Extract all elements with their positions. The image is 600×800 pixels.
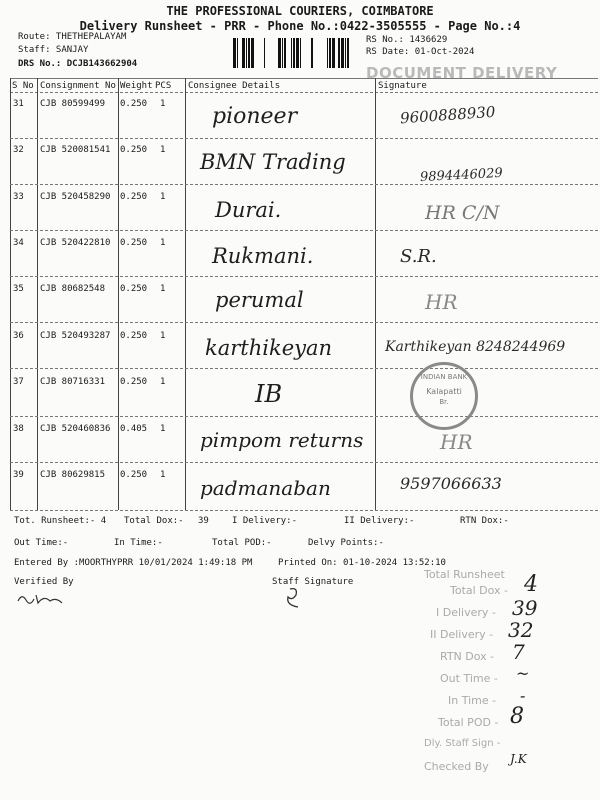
col-header-weight: Weight — [120, 81, 153, 91]
row-consignee-handwritten: BMN Trading — [200, 150, 346, 174]
row-pcs: 1 — [160, 424, 166, 434]
barcode-bar — [282, 38, 283, 68]
barcode-image — [232, 38, 360, 68]
row-pcs: 1 — [160, 192, 166, 202]
row-weight: 0.250 — [120, 331, 148, 341]
summary-staff-sign-label: Dly. Staff Sign - — [424, 738, 501, 749]
summary-total-dox-label: Total Dox - — [450, 584, 509, 597]
row-consignee-handwritten: pioneer — [212, 104, 298, 129]
row-consignment-no: CJB 80599499 — [40, 99, 106, 109]
summary-total-pod-label: Total POD - — [438, 716, 499, 729]
row-signature-handwritten: 9597066633 — [400, 474, 502, 493]
summary-in-time-value: - — [520, 686, 526, 705]
row-consignee-handwritten: perumal — [215, 288, 304, 312]
company-title: THE PROFESSIONAL COURIERS, COIMBATORE — [166, 4, 434, 18]
barcode-bar — [300, 38, 301, 68]
barcode-bar — [248, 38, 250, 68]
staff-signature-mark — [282, 585, 304, 611]
column-divider — [375, 78, 376, 510]
summary-title: Total Runsheet — [424, 568, 505, 581]
row-sno: 37 — [13, 377, 24, 387]
row-signature-handwritten: 9894446029 — [419, 165, 504, 186]
row-signature-handwritten: 9600888930 — [399, 102, 496, 128]
row-consignment-no: CJB 80682548 — [40, 284, 106, 294]
barcode-bar — [237, 38, 238, 68]
out-time-label: Out Time:- — [14, 538, 69, 548]
summary-out-time-label: Out Time - — [440, 672, 498, 685]
row-signature-handwritten: S.R. — [400, 246, 437, 267]
verified-by-label: Verified By — [14, 577, 74, 587]
barcode-bar — [242, 38, 245, 68]
column-divider — [118, 78, 119, 510]
barcode-bar — [264, 38, 265, 68]
row-sno: 39 — [13, 470, 24, 480]
row-divider — [10, 138, 598, 139]
seal-branch: Kalapatti — [426, 387, 462, 396]
summary-in-time-label: In Time - — [448, 694, 497, 707]
row-signature-handwritten: Karthikeyan 8248244969 — [385, 339, 566, 355]
barcode-bar — [338, 38, 340, 68]
barcode-bar — [284, 38, 286, 68]
row-sno: 38 — [13, 424, 24, 434]
row-pcs: 1 — [160, 331, 166, 341]
col-header-signature: Signature — [378, 81, 427, 91]
row-weight: 0.250 — [120, 192, 148, 202]
row-weight: 0.250 — [120, 238, 148, 248]
row-weight: 0.250 — [120, 470, 148, 480]
summary-ii-delivery-value: 32 — [508, 618, 534, 642]
i-delivery-label: I Delivery:- — [232, 516, 298, 526]
barcode-bar — [293, 38, 295, 68]
in-time-label: In Time:- — [114, 538, 163, 548]
row-divider — [10, 230, 598, 231]
row-weight: 0.250 — [120, 377, 148, 387]
row-pcs: 1 — [160, 284, 166, 294]
summary-out-time-value: ~ — [516, 664, 530, 683]
barcode-bar — [347, 38, 349, 68]
row-sno: 34 — [13, 238, 24, 248]
col-header-pcs: PCS — [155, 81, 172, 91]
row-weight: 0.250 — [120, 99, 148, 109]
row-pcs: 1 — [160, 377, 166, 387]
barcode-bar — [332, 38, 335, 68]
column-divider — [10, 78, 11, 510]
column-divider — [185, 78, 186, 510]
barcode-bar — [296, 38, 299, 68]
barcode-bar — [251, 38, 254, 68]
row-divider — [10, 462, 598, 463]
ii-delivery-label: II Delivery:- — [344, 516, 415, 526]
row-divider — [10, 276, 598, 277]
row-consignee-handwritten: karthikeyan — [205, 336, 333, 360]
row-signature-handwritten: HR C/N — [425, 202, 500, 224]
row-consignee-handwritten: Durai. — [215, 198, 282, 222]
summary-ii-delivery-label: II Delivery - — [430, 628, 494, 641]
column-divider — [37, 78, 38, 510]
row-sno: 35 — [13, 284, 24, 294]
rs-date: RS Date: 01-Oct-2024 — [366, 47, 475, 57]
seal-bank-name: INDIAN BANK — [420, 373, 468, 381]
barcode-bar — [246, 38, 247, 68]
row-divider — [10, 416, 598, 417]
delvy-points-label: Delvy Points:- — [308, 538, 384, 548]
rs-number: RS No.: 1436629 — [366, 35, 448, 45]
summary-rtn-dox-label: RTN Dox - — [440, 650, 495, 663]
row-pcs: 1 — [160, 470, 166, 480]
row-consignment-no: CJB 520081541 — [40, 145, 111, 155]
staff-signature-label: Staff Signature — [272, 577, 354, 587]
verified-by-signature — [16, 591, 66, 607]
rtn-dox-label: RTN Dox:- — [460, 516, 509, 526]
barcode-bar — [311, 38, 313, 68]
barcode-bar — [341, 38, 344, 68]
table-header-divider — [10, 92, 598, 93]
summary-checked-by-label: Checked By — [424, 760, 489, 773]
col-header-sno: S No — [12, 81, 34, 91]
row-weight: 0.405 — [120, 424, 148, 434]
row-signature-handwritten: HR — [440, 430, 473, 454]
document-delivery-stamp: DOCUMENT DELIVERY — [366, 64, 558, 82]
row-pcs: 1 — [160, 145, 166, 155]
row-consignment-no: CJB 520458290 — [40, 192, 111, 202]
row-consignment-no: CJB 80716331 — [40, 377, 106, 387]
table-top-border — [10, 78, 598, 79]
summary-checked-by-value: J.K — [510, 752, 527, 766]
row-sno: 32 — [13, 145, 24, 155]
row-consignment-no: CJB 520422810 — [40, 238, 111, 248]
barcode-bar — [329, 38, 331, 68]
route-label: Route: THETHEPALAYAM — [18, 32, 127, 42]
row-consignment-no: CJB 520460836 — [40, 424, 111, 434]
row-sno: 33 — [13, 192, 24, 202]
row-divider — [10, 368, 598, 369]
bank-seal-stamp — [410, 362, 478, 430]
row-signature-handwritten: HR — [425, 290, 458, 314]
summary-total-dox-value: 4 — [524, 572, 538, 597]
summary-i-delivery-value: 39 — [512, 596, 538, 620]
row-divider — [10, 322, 598, 323]
row-weight: 0.250 — [120, 145, 148, 155]
summary-rtn-dox-value: 7 — [512, 640, 525, 664]
staff-label: Staff: SANJAY — [18, 45, 89, 55]
total-pod-label: Total POD:- — [212, 538, 272, 548]
barcode-bar — [278, 38, 281, 68]
entered-by: Entered By :MOORTHYPRR 10/01/2024 1:49:18 PM — [14, 558, 253, 568]
runsheet-subtitle: Delivery Runsheet - PRR - Phone No.:0422-3505555 - Page No.:4 — [79, 19, 521, 33]
barcode-bar — [233, 38, 236, 68]
barcode-bar — [345, 38, 346, 68]
row-pcs: 1 — [160, 238, 166, 248]
seal-br: Br. — [439, 398, 449, 406]
row-consignee-handwritten: pimpom returns — [200, 428, 364, 452]
row-consignee-handwritten: IB — [255, 380, 283, 408]
summary-total-pod-value: 8 — [510, 704, 524, 729]
total-dox-value: 39 — [198, 516, 209, 526]
row-pcs: 1 — [160, 99, 166, 109]
tot-runsheet: Tot. Runsheet:- 4 — [14, 516, 107, 526]
barcode-bar — [291, 38, 292, 68]
row-divider — [10, 184, 598, 185]
barcode-bar — [327, 38, 328, 68]
col-header-consignment: Consignment No — [40, 81, 116, 91]
drs-number: DRS No.: DCJB143662904 — [18, 59, 138, 69]
total-dox-label: Total Dox:- — [124, 516, 184, 526]
row-weight: 0.250 — [120, 284, 148, 294]
row-consignee-handwritten: Rukmani. — [212, 244, 314, 268]
col-header-consignee: Consignee Details — [188, 81, 281, 91]
summary-i-delivery-label: I Delivery - — [436, 606, 496, 619]
row-consignee-handwritten: padmanaban — [200, 476, 331, 500]
row-consignment-no: CJB 80629815 — [40, 470, 106, 480]
row-sno: 31 — [13, 99, 24, 109]
printed-on: Printed On: 01-10-2024 13:52:10 — [278, 558, 446, 568]
table-bottom-border — [10, 510, 598, 511]
row-consignment-no: CJB 520493287 — [40, 331, 111, 341]
row-sno: 36 — [13, 331, 24, 341]
